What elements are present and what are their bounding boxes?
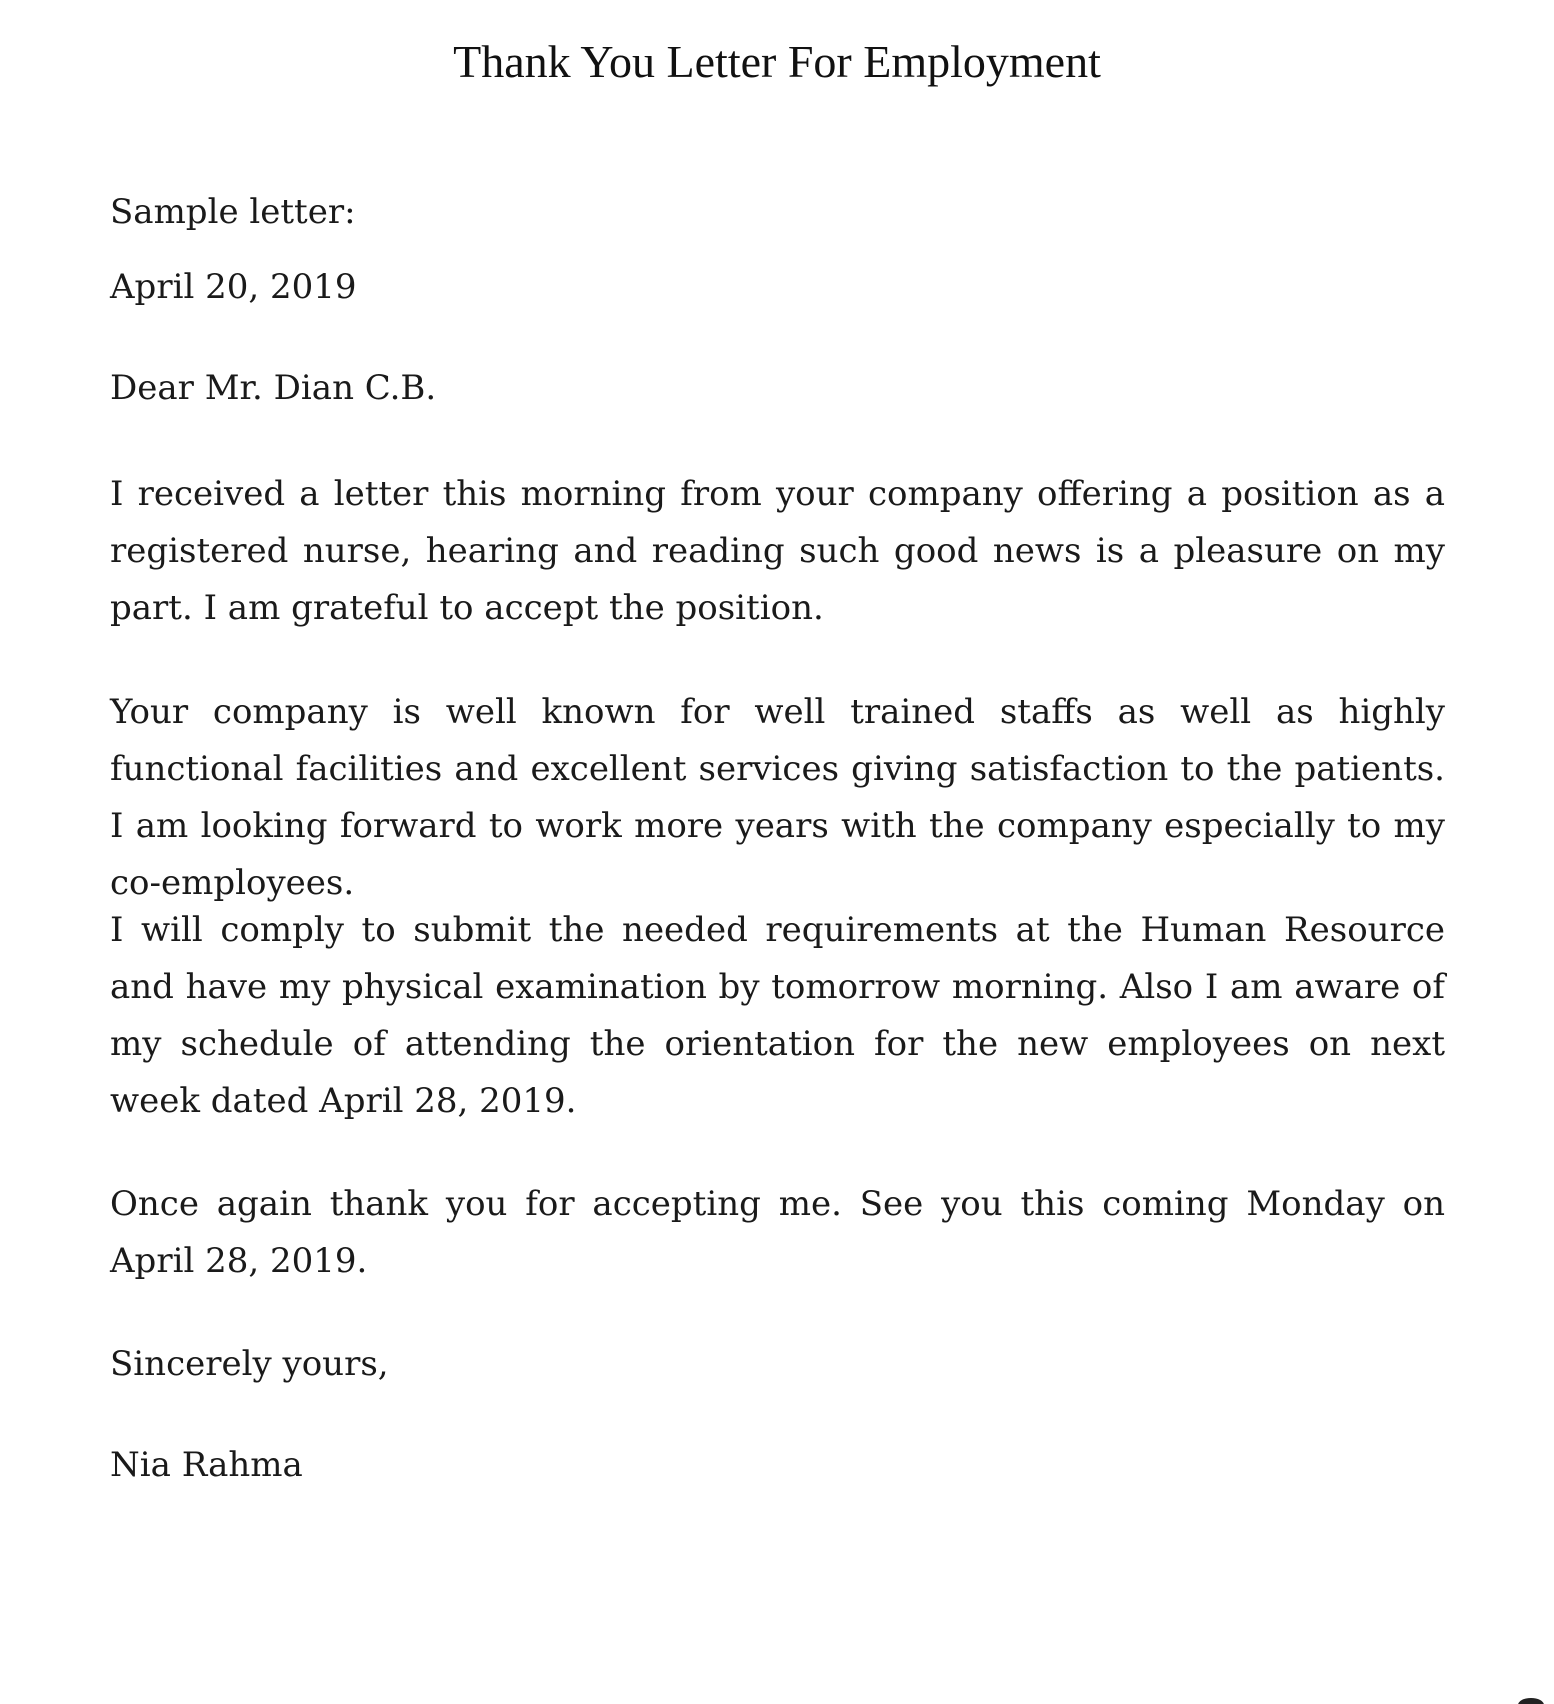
body-paragraph-4: Once again thank you for accepting me. See you this coming Monday on April 28, 2019. [110,1184,1445,1281]
signature: Nia Rahma [110,1445,303,1485]
body-paragraph-2: Your company is well known for well trained staffs as well as highly functional facilities and excellent services giving satisfaction to the patients. I am looking forward to work more years with the company especially to my co-employees. [110,692,1445,903]
salutation: Dear Mr. Dian C.B. [110,368,437,408]
letter-title: Thank You Letter For Employment [453,36,1101,87]
intro-label: Sample letter: [110,192,356,232]
body-paragraph-1: I received a letter this morning from your company offering a position as a registered nurse, hearing and reading such good news is a pleasure on my part. I am grateful to accept the position. [110,474,1445,628]
letter-date: April 20, 2019 [110,267,357,307]
page-edge-mark [1518,1696,1548,1704]
closing: Sincerely yours, [110,1344,389,1384]
body-paragraph-3: I will comply to submit the needed requirements at the Human Resource and have my physical examination by tomorrow morning. Also I am aware of my schedule of attending the orientation for the new employees on next week dated April 28, 2019. [110,910,1445,1121]
